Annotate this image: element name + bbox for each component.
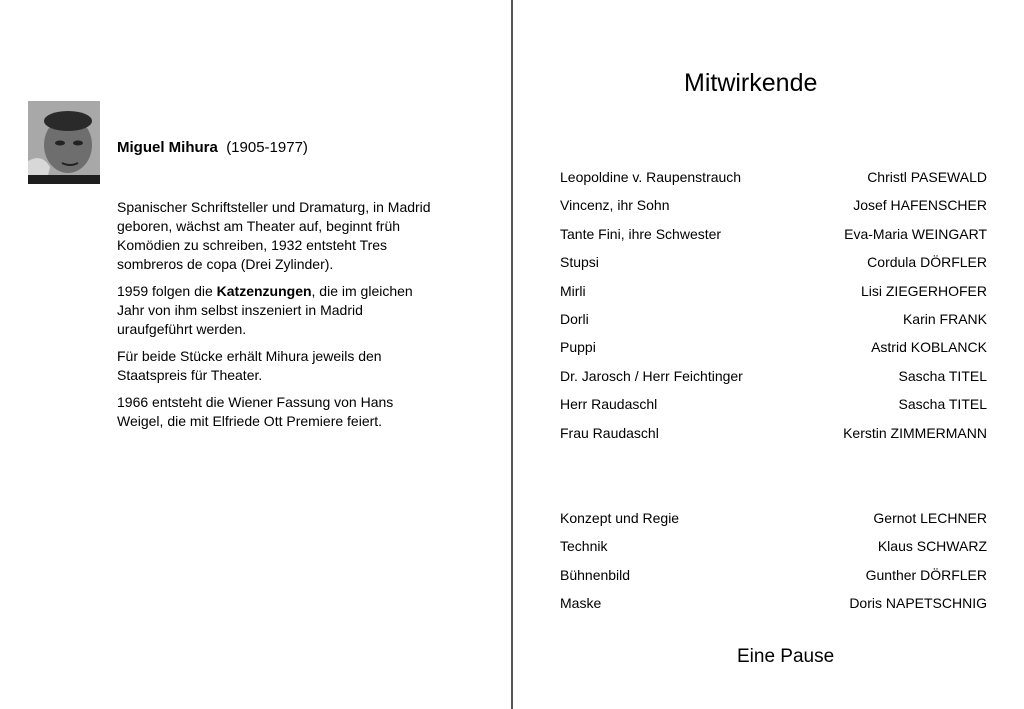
page-title: Mitwirkende [684,69,818,97]
role: Mirli [560,282,586,299]
page-divider [511,0,513,709]
crew-role: Maske [560,595,602,612]
bio-paragraph-1: Spanischer Schriftsteller und Dramaturg, in Madrid geboren, wächst am Theater auf, beginnt früh Komödien zu schreiben, 1932 entsteht Tres sombreros de copa (Drei Zylinder). [117,199,431,272]
actor: Kerstin ZIMMERMANN [843,424,987,441]
author-heading [117,139,308,156]
role: Vincenz, ihr Sohn [560,197,670,214]
cast-row [560,395,987,423]
actor: Cordula DÖRFLER [867,254,987,271]
author-portrait [28,101,100,184]
role: Herr Raudaschl [560,396,658,413]
role: Leopoldine v. Raupenstrauch [560,169,742,185]
crew-member: Klaus SCHWARZ [877,538,987,555]
bio-paragraph-2 [117,282,437,339]
bio-p2-end: , die im gleichen Jahr von ihm selbst inszeniert in Madrid uraufgeführt werden. [117,283,413,337]
cast-row [560,225,987,253]
cast-row [560,168,987,196]
crew-member: Doris NAPETSCHNIG [849,595,987,612]
crew-member: Gernot LECHNER [873,510,987,526]
author-years: (1905-1977) [226,139,308,156]
actor: Astrid KOBLANCK [871,339,987,356]
cast-row [560,338,987,366]
actor: Christl PASEWALD [867,169,987,185]
crew-row [560,594,987,622]
cast-row [560,253,987,281]
crew-row [560,566,987,594]
intermission-note: Eine Pause [737,646,835,667]
author-biography [117,198,437,439]
crew-list [560,509,987,623]
actor: Eva-Maria WEINGART [844,225,987,242]
actor: Sascha TITEL [898,396,987,413]
author-name: Miguel Mihura [117,139,218,156]
role: Stupsi [560,254,599,271]
play-title: Katzenzungen [216,283,312,299]
role: Puppi [560,339,596,356]
cast-row [560,310,987,338]
crew-role: Bühnenbild [560,566,631,583]
actor: Sascha TITEL [898,367,987,384]
crew-row [560,537,987,565]
actor: Lisi ZIEGERHOFER [860,282,987,299]
crew-role: Konzept und Regie [560,510,680,526]
role: Frau Raudaschl [560,424,659,441]
cast-row [560,367,987,395]
crew-role: Technik [560,538,608,555]
actor: Josef HAFENSCHER [853,197,987,214]
role: Dr. Jarosch / Herr Feichtinger [560,367,743,384]
role: Tante Fini, ihre Schwester [560,225,722,242]
bio-paragraph-3: Für beide Stücke erhält Mihura jeweils den Staatspreis für Theater. [117,348,382,383]
crew-member: Gunther DÖRFLER [865,566,987,583]
cast-row [560,282,987,310]
role: Dorli [560,310,589,327]
cast-row [560,424,987,452]
bio-p2-start: 1959 folgen die [117,283,217,299]
bio-paragraph-4: 1966 entsteht die Wiener Fassung von Hans Weigel, die mit Elfriede Ott Premiere feiert. [117,394,394,429]
crew-row [560,509,987,537]
actor: Karin FRANK [902,310,987,327]
cast-list [560,168,987,452]
cast-row [560,196,987,224]
